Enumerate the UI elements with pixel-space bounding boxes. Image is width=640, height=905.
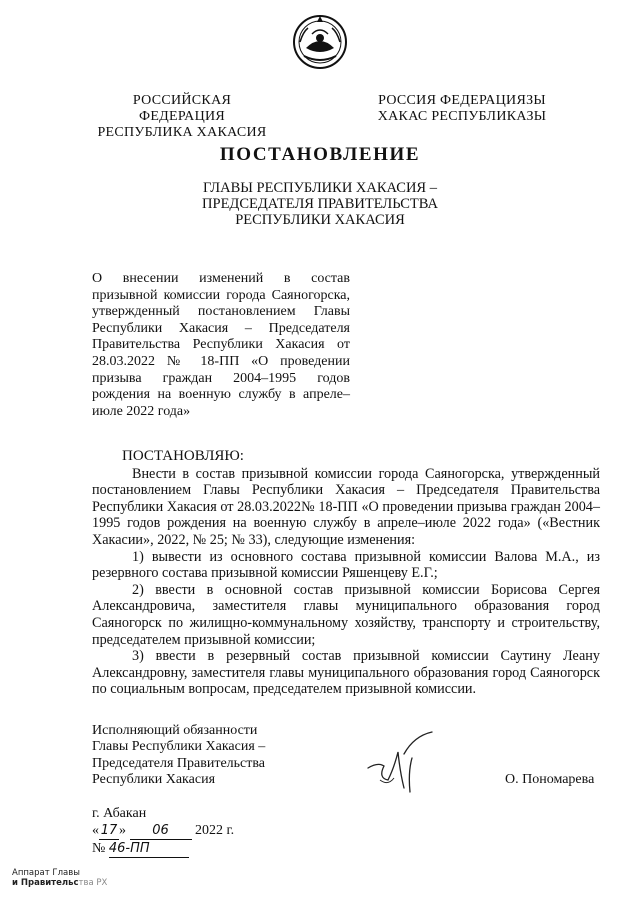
issue-date bbox=[92, 822, 234, 840]
handwritten-signature-icon bbox=[360, 728, 452, 798]
body-item-1: 1) вывести из основного состава призывной комиссии Валова М.А., из резервного состава призывной комиссии Ряшенцеву Е.Г.; bbox=[92, 548, 600, 582]
header-left-line-1: РОССИЙСКАЯ ФЕДЕРАЦИЯ bbox=[132, 93, 232, 124]
date-close-quote: » bbox=[119, 823, 126, 838]
number-prefix: № bbox=[92, 841, 106, 856]
issue-details bbox=[92, 805, 234, 858]
signatory-position-line-2: Главы Республики Хакасия – bbox=[92, 739, 266, 755]
issuer-line-3: РЕСПУБЛИКИ ХАКАСИЯ bbox=[235, 212, 405, 228]
stamp-line-2-faint: тва РХ bbox=[78, 878, 108, 888]
signatory-position-line-4: Республики Хакасия bbox=[92, 772, 216, 788]
body-item-2: 2) ввести в основной состав призывной комиссии Борисова Сергея Александровича, заместителя главы муниципального образования город Саяногорск по жилищно-коммунальному хозяйству, транспорту и строительству, председателем призывной комиссии; bbox=[92, 581, 600, 648]
issuer-heading bbox=[0, 180, 640, 228]
date-day: 17 bbox=[100, 823, 118, 838]
header-right bbox=[374, 93, 550, 125]
signatory-name: О. Пономарева bbox=[505, 772, 595, 787]
body-intro: Внести в состав призывной комиссии города Саяногорска, утвержденный постановлением Главы Республики Хакасия – Председателя Правительства Республики Хакасия от 28.03.2022№ 18-ПП «О проведении призыва граждан 2004–1995 годов рождения на военную службу в апреле–июле 2022 года» («Вестник Хакасии», 2022, № 25; № 33), следующие изменения: bbox=[92, 465, 600, 548]
resolution-heading: ПОСТАНОВЛЯЮ: bbox=[122, 448, 244, 464]
issue-number bbox=[92, 840, 234, 858]
stamp-line-2-bold: и Правительс bbox=[12, 878, 79, 888]
date-year: 2022 г. bbox=[195, 823, 235, 838]
signatory-position-line-3: Председателя Правительства bbox=[92, 755, 266, 771]
date-month: 06 bbox=[130, 822, 192, 840]
document-subject: О внесении изменений в состав призывной комиссии города Саяногорска, утвержденный постановлением Главы Республики Хакасия – Председателя Правительства Республики Хакасия от 28.03.2022 № 18-ПП «О проведении призыва граждан 2004–1995 годов рождения на военную службу в апреле–июле 2022 года» bbox=[92, 271, 350, 419]
issuer-line-2: ПРЕДСЕДАТЕЛЯ ПРАВИТЕЛЬСТВА bbox=[202, 196, 438, 212]
header-left-line-2: РЕСПУБЛИКА ХАКАСИЯ bbox=[97, 125, 267, 140]
body-item-3: 3) ввести в резервный состав призывной комиссии Саутину Леану Александровну, заместителя главы муниципального образования город Саяногорск по социальным вопросам, председателем призывной комиссии. bbox=[92, 648, 600, 698]
issue-place: г. Абакан bbox=[92, 806, 147, 821]
signatory-position bbox=[92, 723, 302, 789]
date-open-quote: « bbox=[92, 823, 99, 838]
document-type-title: ПОСТАНОВЛЕНИЕ bbox=[219, 144, 421, 165]
stamp-line-2 bbox=[12, 878, 107, 888]
document-body bbox=[92, 448, 600, 698]
number-value: 46-ПП bbox=[109, 840, 189, 858]
stamp-line-1: Аппарат Главы bbox=[12, 868, 80, 878]
issuer-line-1: ГЛАВЫ РЕСПУБЛИКИ ХАКАСИЯ – bbox=[203, 180, 437, 196]
office-stamp bbox=[12, 868, 107, 888]
signatory-position-line-1: Исполняющий обязанности bbox=[92, 723, 258, 738]
header-right-line-1: РОССИЯ ФЕДЕРАЦИЯЗЫ bbox=[378, 93, 546, 108]
coat-of-arms-icon bbox=[290, 12, 350, 72]
header-left bbox=[92, 93, 272, 141]
header-right-line-2: ХАКАС РЕСПУБЛИКАЗЫ bbox=[377, 109, 547, 124]
